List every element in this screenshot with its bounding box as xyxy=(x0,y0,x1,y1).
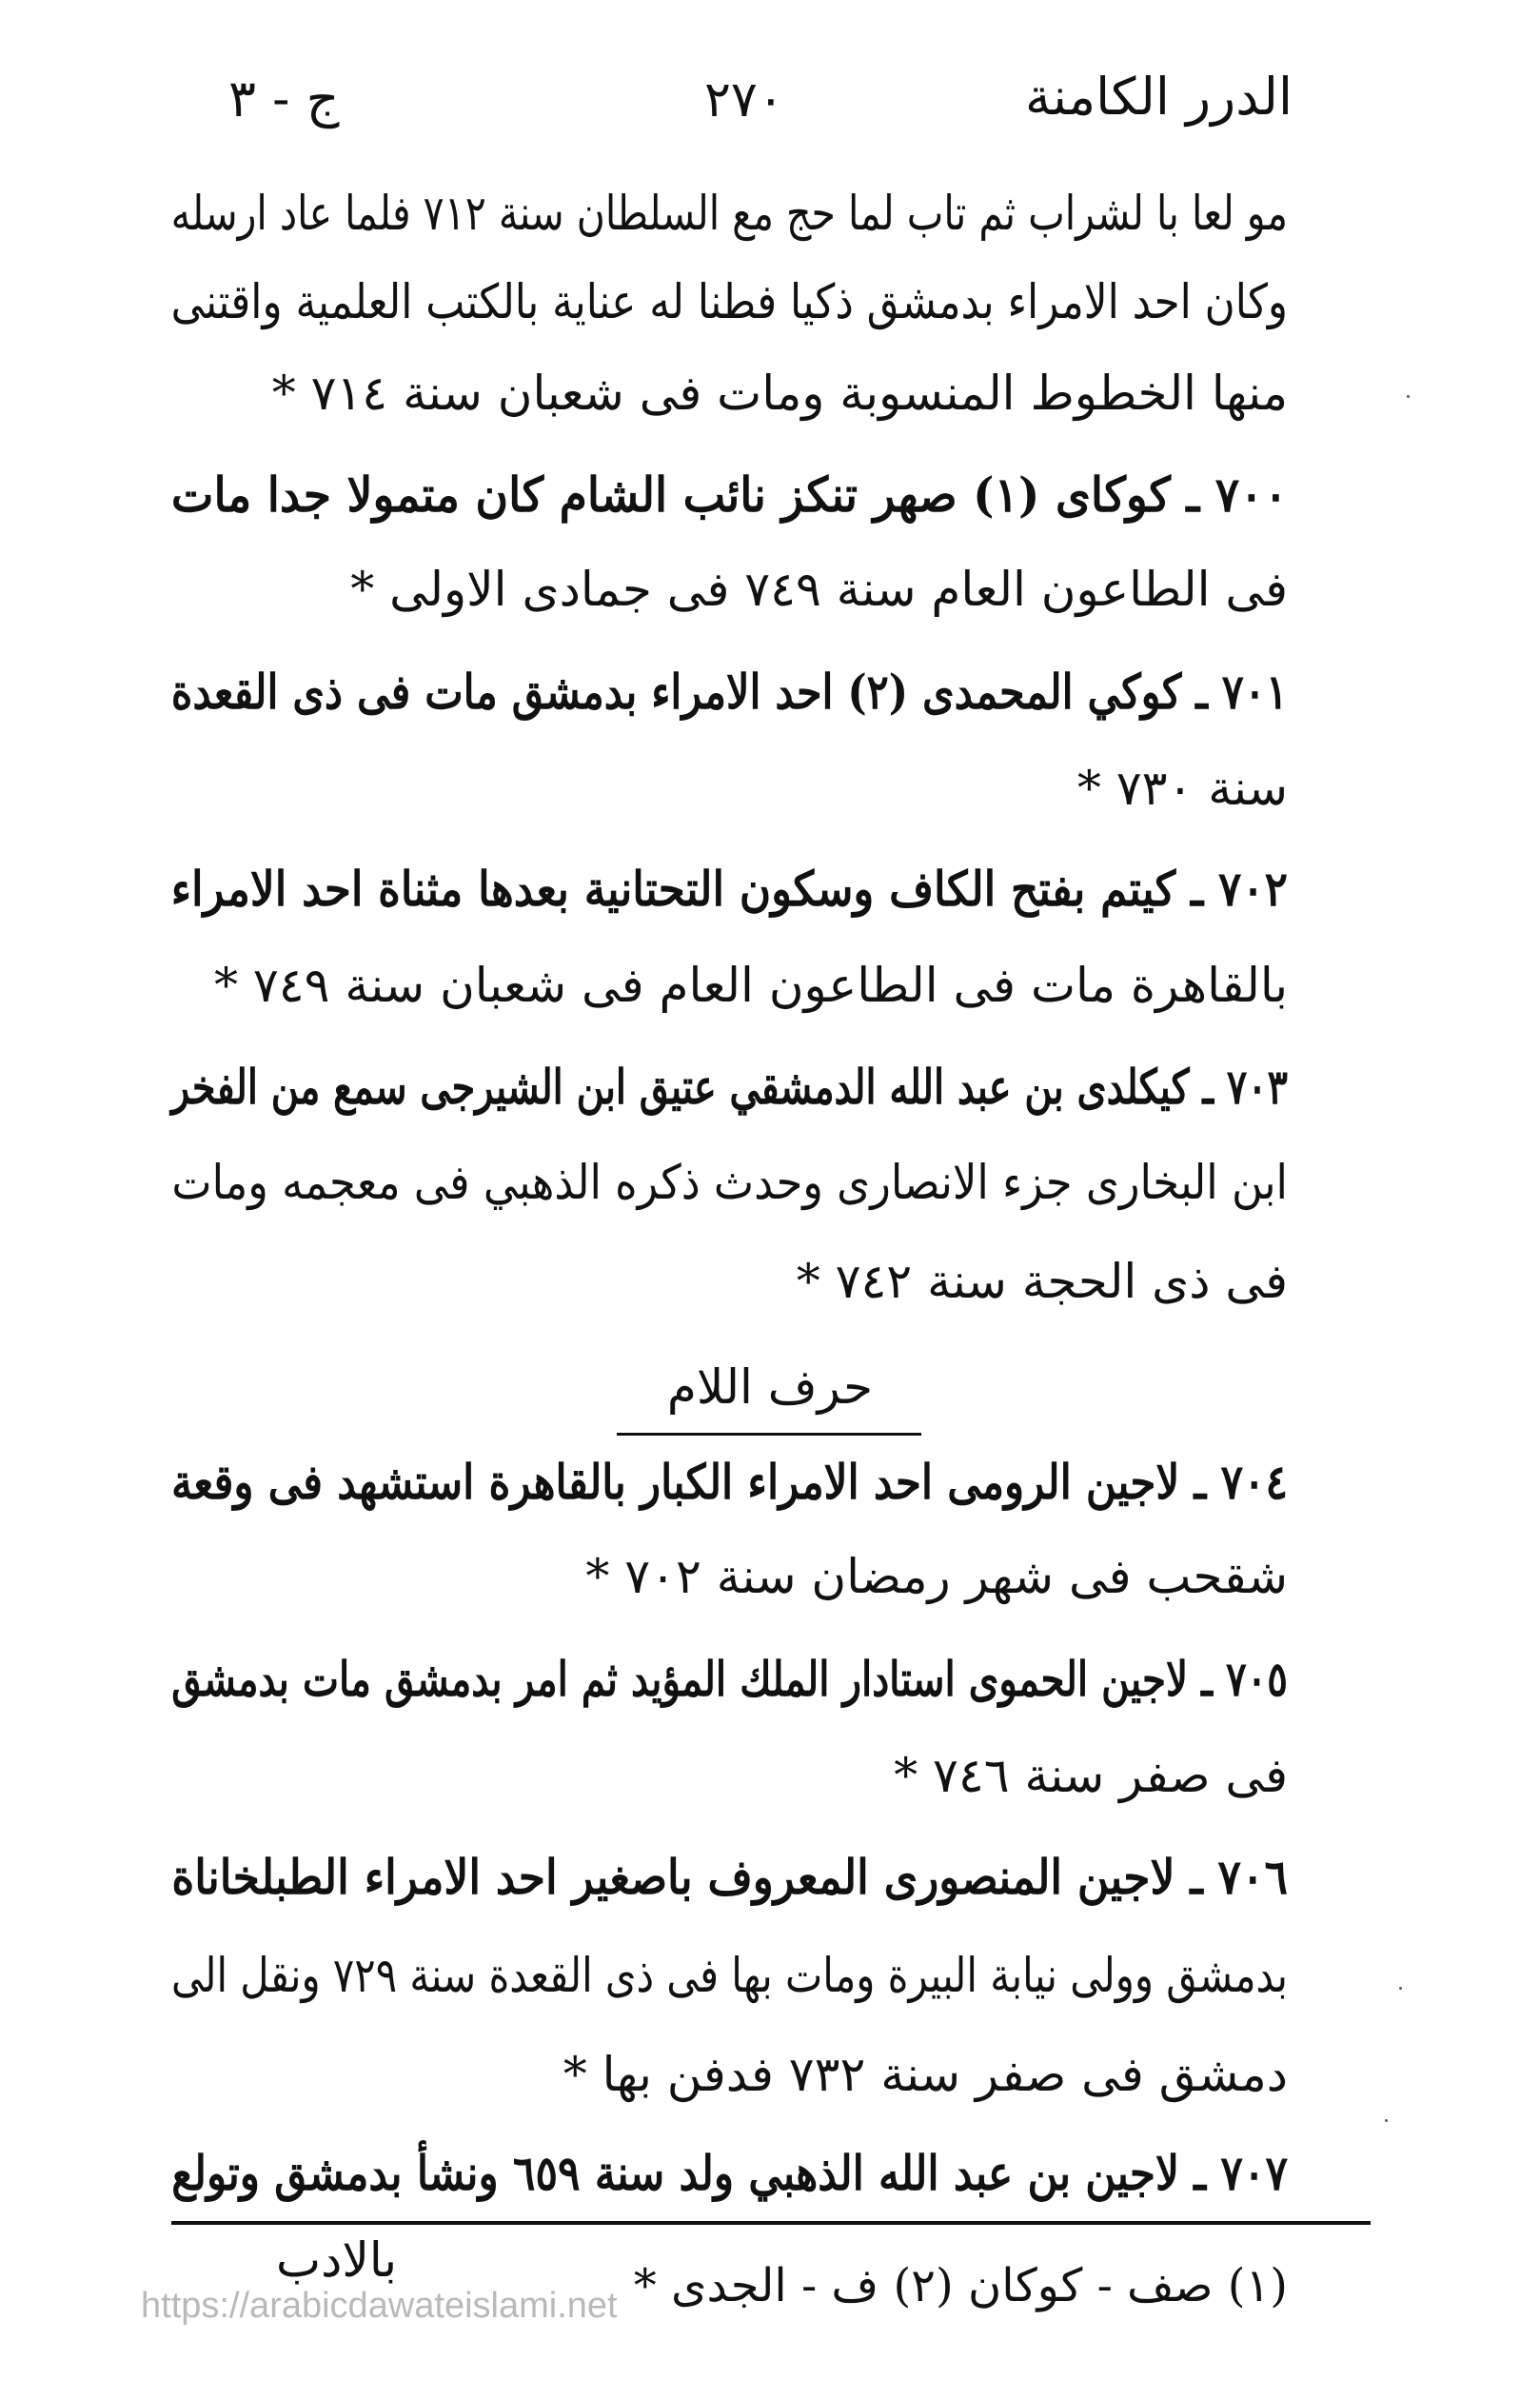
entry-701-line: ٧٠١ ـ كوكي المحمدى (٢) احد الامراء بدمشق مات فى ذى القعدة xyxy=(170,664,1288,721)
running-title: الدرر الكامنة xyxy=(1024,67,1293,127)
volume-number: ج - ٣ xyxy=(228,69,340,129)
scan-speck xyxy=(1407,395,1410,398)
text-line: منها الخطوط المنسوبة ومات فى شعبان سنة ٧١٤ * xyxy=(271,365,1288,421)
footnote: (١) صف - كوكان (٢) ف - الجدى * xyxy=(633,2259,1288,2313)
footnote-rule xyxy=(171,2221,1371,2225)
text-line: فى صفر سنة ٧٤٦ * xyxy=(894,1747,1288,1803)
section-heading: حرف اللام xyxy=(666,1359,874,1416)
entry-702-line: ٧٠٢ ـ كيتم بفتح الكاف وسكون التحتانية بعدها مثناة احد الامراء xyxy=(170,861,1288,918)
watermark-url: https://arabicdawateislami.net xyxy=(141,2286,618,2327)
entry-706-line: ٧٠٦ ـ لاجين المنصورى المعروف باصغير احد الامراء الطبلخاناة xyxy=(171,1848,1288,1905)
text-line: بالقاهرة مات فى الطاعون العام فى شعبان سنة ٧٤٩ * xyxy=(214,957,1288,1013)
entry-700-line: ٧٠٠ ـ كوكاى (١) صهر تنكز نائب الشام كان متمولا جدا مات xyxy=(170,466,1288,523)
text-line: وكان احد الامراء بدمشق ذكيا فطنا له عناية بالكتب العلمية واقتنى xyxy=(170,273,1288,329)
catchword: بالادب xyxy=(276,2232,398,2289)
text-line: فى الطاعون العام سنة ٧٤٩ فى جمادى الاولى * xyxy=(350,561,1288,617)
heading-rule xyxy=(617,1433,921,1436)
scan-speck xyxy=(1399,1987,1402,1990)
text-line: فى ذى الحجة سنة ٧٤٢ * xyxy=(796,1254,1288,1310)
text-line: بدمشق وولى نيابة البيرة ومات بها فى ذى القعدة سنة ٧٢٩ ونقل الى xyxy=(171,1948,1289,2004)
entry-705-line: ٧٠٥ ـ لاجين الحموى استادار الملك المؤيد ثم امر بدمشق مات بدمشق xyxy=(171,1651,1288,1708)
text-line: شقحب فى شهر رمضان سنة ٧٠٢ * xyxy=(585,1548,1288,1604)
page-number: ٢٧٠ xyxy=(704,71,784,129)
entry-707-line: ٧٠٧ ـ لاجين بن عبد الله الذهبي ولد سنة ٦٥٩ ونشأ بدمشق وتولع xyxy=(171,2144,1288,2201)
text-line: مو لعا با لشراب ثم تاب لما حج مع السلطان سنة ٧١٢ فلما عاد ارسله xyxy=(170,186,1288,242)
entry-704-line: ٧٠٤ ـ لاجين الرومى احد الامراء الكبار بالقاهرة استشهد فى وقعة xyxy=(170,1453,1288,1510)
scan-speck xyxy=(1385,2119,1388,2122)
text-line: دمشق فى صفر سنة ٧٣٢ فدفن بها * xyxy=(563,2047,1288,2103)
entry-703-line: ٧٠٣ ـ كيكلدى بن عبد الله الدمشقي عتيق ابن الشيرجى سمع من الفخر xyxy=(170,1058,1288,1115)
text-line: سنة ٧٣٠ * xyxy=(1076,760,1288,816)
text-line: ابن البخارى جزء الانصارى وحدث ذكره الذهبي فى معجمه ومات xyxy=(171,1155,1289,1211)
